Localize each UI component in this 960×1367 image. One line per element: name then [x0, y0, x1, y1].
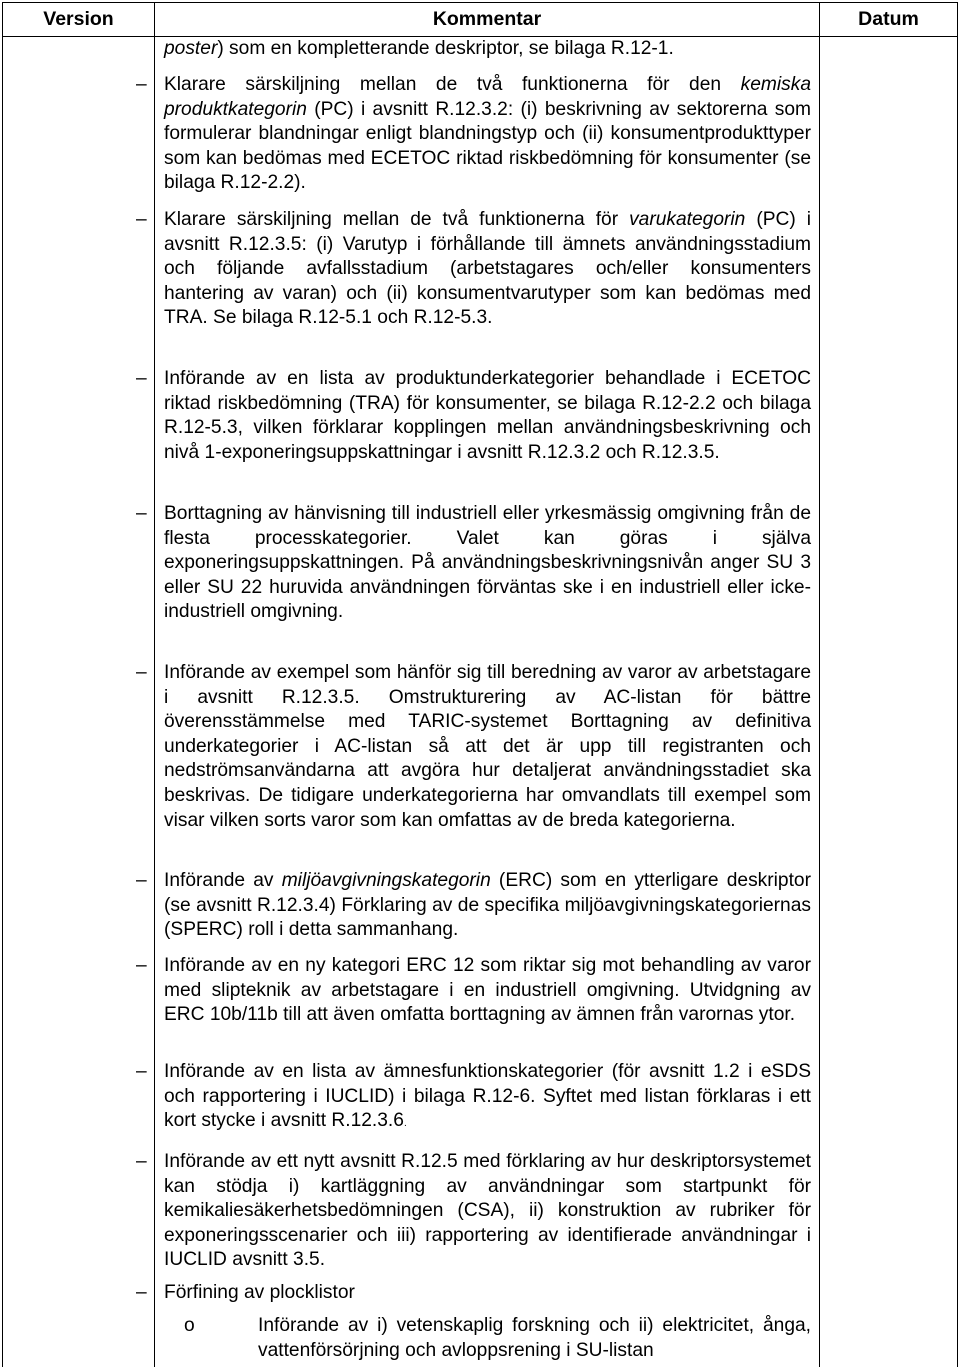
list-item-0	[164, 37, 811, 62]
item-7-text: Införande av en ny kategori ERC 12 som riktar sig mot behandling av varor med slipteknik av arbetstagare i en industriell omgivning. Utvidgning av ERC 10b/11b till att även omfatta borttagning av ämnen från varornas ytor.	[164, 955, 811, 1026]
list-item-4	[136, 502, 811, 625]
item-4-text: Borttagning av hänvisning till industriell eller yrkesmässig omgivning från de flesta processkategorier. Valet kan göras i själva exponeringsuppskattningen. På användningsbeskrivningsnivån anger SU 3 eller SU 22 huruvida användningen förväntas ske i en industriell eller icke-industriell omgivning.	[164, 503, 811, 623]
list-item-1	[136, 73, 811, 196]
item-0-text: ) som en kompletterande deskriptor, se bilaga R.12-1.	[217, 38, 674, 59]
list-item-2	[136, 208, 811, 331]
table-header-row	[3, 3, 958, 37]
header-date: Datum	[820, 3, 958, 37]
item-6-italic: miljöavgivningskategorin	[281, 870, 491, 891]
list-item-6	[136, 869, 811, 943]
header-comment: Kommentar	[155, 3, 820, 37]
dash-marker: –	[136, 503, 147, 524]
table-row	[3, 37, 958, 1367]
item-0-italic: poster	[164, 38, 218, 59]
item-6-text-c: (ERC) som en ytterligare deskriptor (se avsnitt R.12.3.4) Förklaring av de specifika miljöavgivningskategoriernas (SPERC) roll i detta sammanhang.	[164, 870, 811, 941]
list-item-9	[136, 1150, 811, 1273]
item-8-tail: .	[403, 1118, 407, 1130]
item-10-text: Förfining av plocklistor	[164, 1282, 355, 1303]
item-3-text: Införande av en lista av produktunderkategorier behandlade i ECETOC riktad riskbedömning (TRA) för konsumenter, se bilaga R.12-2.2 och bilaga R.12-5.3, vilken förklarar kopplingen mellan användningsbeskrivning och nivå 1-exponeringsuppskattningar i avsnitt R.12.3.2 och R.12.3.5.	[164, 368, 811, 463]
item-5-text: Införande av exempel som hänför sig till beredning av varor av arbetstagare i avsnitt R.12.3.5. Omstrukturering av AC-listan för bättre överensstämmelse med TARIC-systemet Borttagning av definitiva underkategorier i AC-listan så att det är upp till registranten och nedströmsanvändarna att avgöra hur detaljerat användningsstadiet ska beskrivas. De tidigare underkategorierna har omvandlats till exempel som visar vilken sorts varor som kan omfattas av de breda kategorierna.	[164, 662, 811, 831]
header-version: Version	[3, 3, 155, 37]
dash-marker: –	[136, 209, 147, 230]
dash-marker: –	[136, 1151, 147, 1172]
revision-table	[2, 2, 958, 1367]
item-1-italic: kemiska produktkategorin	[164, 74, 811, 120]
dash-marker: –	[136, 955, 147, 976]
sub-list-item-0	[184, 1314, 811, 1363]
list-item-10	[136, 1281, 811, 1306]
list-item-8	[136, 1060, 811, 1137]
item-2-text-c: (PC) i avsnitt R.12.3.5: (i) Varutyp i förhållande till ämnets användningsstadium och följande avfallsstadium (arbetstagares och/eller konsumenters hantering av varan) och (ii) konsumentvarutyper som kan bedömas med TRA. Se bilaga R.12-5.1 och R.12-5.3.	[164, 209, 811, 329]
item-9-text: Införande av ett nytt avsnitt R.12.5 med förklaring av hur deskriptorsystemet kan stödja i) kartläggning av användningar som startpunkt för kemikaliesäkerhetsbedömningen (CSA), ii) konstruktion av rubriker för exponeringsscenarier och iii) rapportering av identifierade användningar i IUCLID avsnitt 3.5.	[164, 1151, 811, 1271]
dash-marker: –	[136, 870, 147, 891]
dash-marker: –	[136, 1061, 147, 1082]
item-2-italic: varukategorin	[629, 209, 746, 230]
comment-cell	[136, 37, 820, 1367]
item-1-text-c: (PC) i avsnitt R.12.3.2: (i) beskrivning av sektorerna som formulerar blandningar enligt blandningstyp och (ii) konsumentprodukttyper som kan bedömas med ECETOC riktad riskbedömning för konsumenter (se bilaga R.12-2.2).	[164, 98, 811, 194]
dash-marker: –	[136, 368, 147, 389]
sub-bullet-marker: o	[184, 1315, 195, 1336]
list-item-5	[136, 661, 811, 833]
list-item-7	[136, 954, 811, 1028]
item-2-text-a: Klarare särskiljning mellan de två funktionerna för	[164, 209, 630, 230]
dash-marker: –	[136, 74, 147, 95]
item-8-text: Införande av en lista av ämnesfunktionskategorier (för avsnitt 1.2 i eSDS och rapportering i IUCLID) i bilaga R.12-6. Syftet med listan förklaras i ett kort stycke i avsnitt R.12.3.6	[164, 1061, 811, 1132]
version-cell	[3, 37, 155, 1367]
item-1-text-a: Klarare särskiljning mellan de två funktionerna för den	[164, 74, 741, 95]
list-item-3	[136, 367, 811, 465]
item-6-text-a: Införande av	[164, 870, 282, 891]
sub-item-0-text: Införande av i) vetenskaplig forskning och ii) elektricitet, ånga, vattenförsörjning och avloppsrening i SU-listan	[258, 1315, 811, 1361]
dash-marker: –	[136, 1282, 147, 1303]
date-cell	[820, 37, 958, 1367]
dash-marker: –	[136, 662, 147, 683]
